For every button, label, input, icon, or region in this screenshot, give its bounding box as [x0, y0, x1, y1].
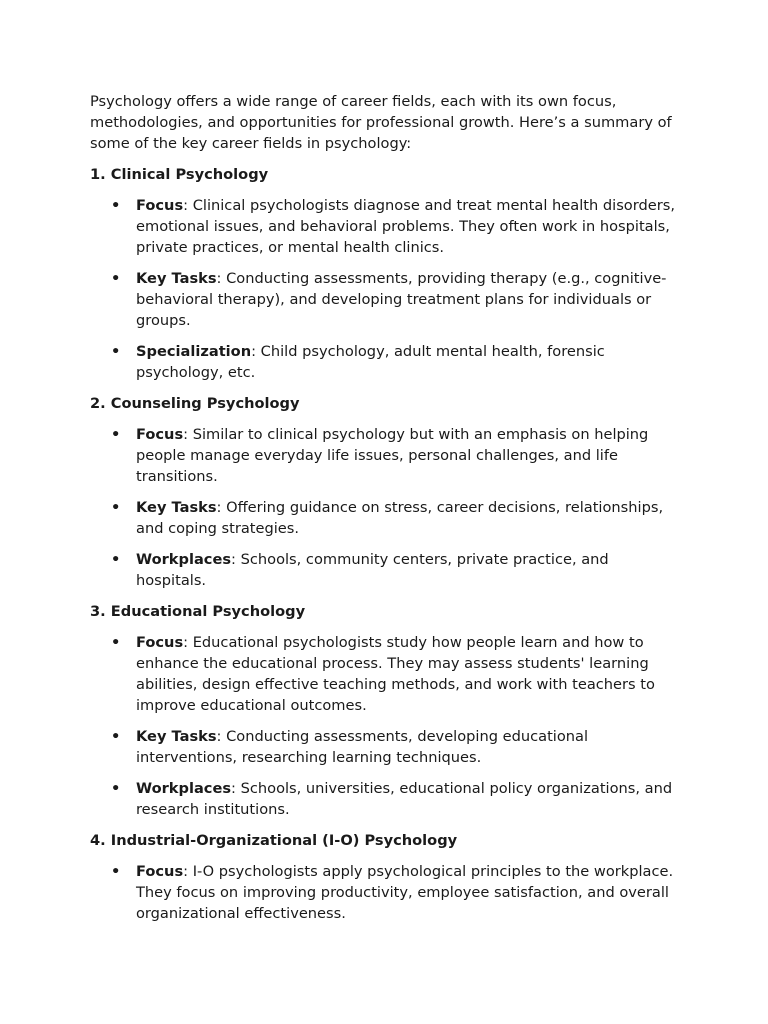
bullet-icon: • [111, 780, 121, 797]
bullet-icon: • [111, 426, 121, 443]
list-item [90, 497, 680, 539]
bullet-list [90, 861, 680, 924]
bullet-icon: • [111, 863, 121, 880]
item-text: : Clinical psychologists diagnose and treat mental health disorders, emotional issues, and behavioral problems. They often work in hospitals, private practices, or mental health clinics. [136, 197, 675, 256]
item-term: Focus [136, 426, 184, 443]
section-industrial-organizational-psychology [90, 830, 680, 924]
bullet-list [90, 195, 680, 383]
item-term: Key Tasks [136, 499, 217, 516]
item-text: : Schools, universities, educational policy organizations, and research institutions. [136, 780, 673, 818]
item-term: Key Tasks [136, 728, 217, 745]
intro-paragraph: Psychology offers a wide range of career fields, each with its own focus, methodologies, and opportunities for professional growth. Here’s a summary of some of the key career fields in psychology: [90, 93, 672, 152]
list-item [90, 861, 680, 924]
bullet-icon: • [111, 499, 121, 516]
list-item [90, 341, 680, 383]
item-term: Focus [136, 197, 184, 214]
item-text: : Conducting assessments, developing educational interventions, researching learning techniques. [136, 728, 589, 766]
item-term: Workplaces [136, 780, 232, 797]
item-text: : Similar to clinical psychology but with an emphasis on helping people manage everyday life issues, personal challenges, and life transitions. [136, 426, 649, 485]
section-heading: 4. Industrial-Organizational (I-O) Psychology [90, 832, 458, 849]
list-item [90, 195, 680, 258]
item-text: : I-O psychologists apply psychological principles to the workplace. They focus on improving productivity, employee satisfaction, and overall organizational effectiveness. [136, 863, 674, 922]
bullet-icon: • [111, 728, 121, 745]
bullet-list [90, 632, 680, 820]
item-term: Key Tasks [136, 270, 217, 287]
bullet-icon: • [111, 634, 121, 651]
bullet-list [90, 424, 680, 591]
document-page [90, 91, 680, 934]
item-text: : Offering guidance on stress, career decisions, relationships, and coping strategies. [136, 499, 664, 537]
list-item [90, 424, 680, 487]
list-item [90, 268, 680, 331]
section-heading: 1. Clinical Psychology [90, 166, 269, 183]
item-term: Workplaces [136, 551, 232, 568]
section-educational-psychology [90, 601, 680, 820]
item-text: : Conducting assessments, providing therapy (e.g., cognitive-behavioral therapy), and developing treatment plans for individuals or groups. [136, 270, 667, 329]
item-term: Specialization [136, 343, 252, 360]
list-item [90, 726, 680, 768]
section-heading: 3. Educational Psychology [90, 603, 306, 620]
bullet-icon: • [111, 270, 121, 287]
item-term: Focus [136, 634, 184, 651]
section-counseling-psychology [90, 393, 680, 591]
list-item [90, 778, 680, 820]
bullet-icon: • [111, 343, 121, 360]
item-term: Focus [136, 863, 184, 880]
item-text: : Schools, community centers, private practice, and hospitals. [136, 551, 609, 589]
list-item [90, 549, 680, 591]
section-clinical-psychology [90, 164, 680, 383]
list-item [90, 632, 680, 716]
item-text: : Child psychology, adult mental health, forensic psychology, etc. [136, 343, 605, 381]
item-text: : Educational psychologists study how people learn and how to enhance the educational process. They may assess students' learning abilities, design effective teaching methods, and work with teachers to improve educational outcomes. [136, 634, 655, 714]
bullet-icon: • [111, 551, 121, 568]
section-heading: 2. Counseling Psychology [90, 395, 300, 412]
bullet-icon: • [111, 197, 121, 214]
